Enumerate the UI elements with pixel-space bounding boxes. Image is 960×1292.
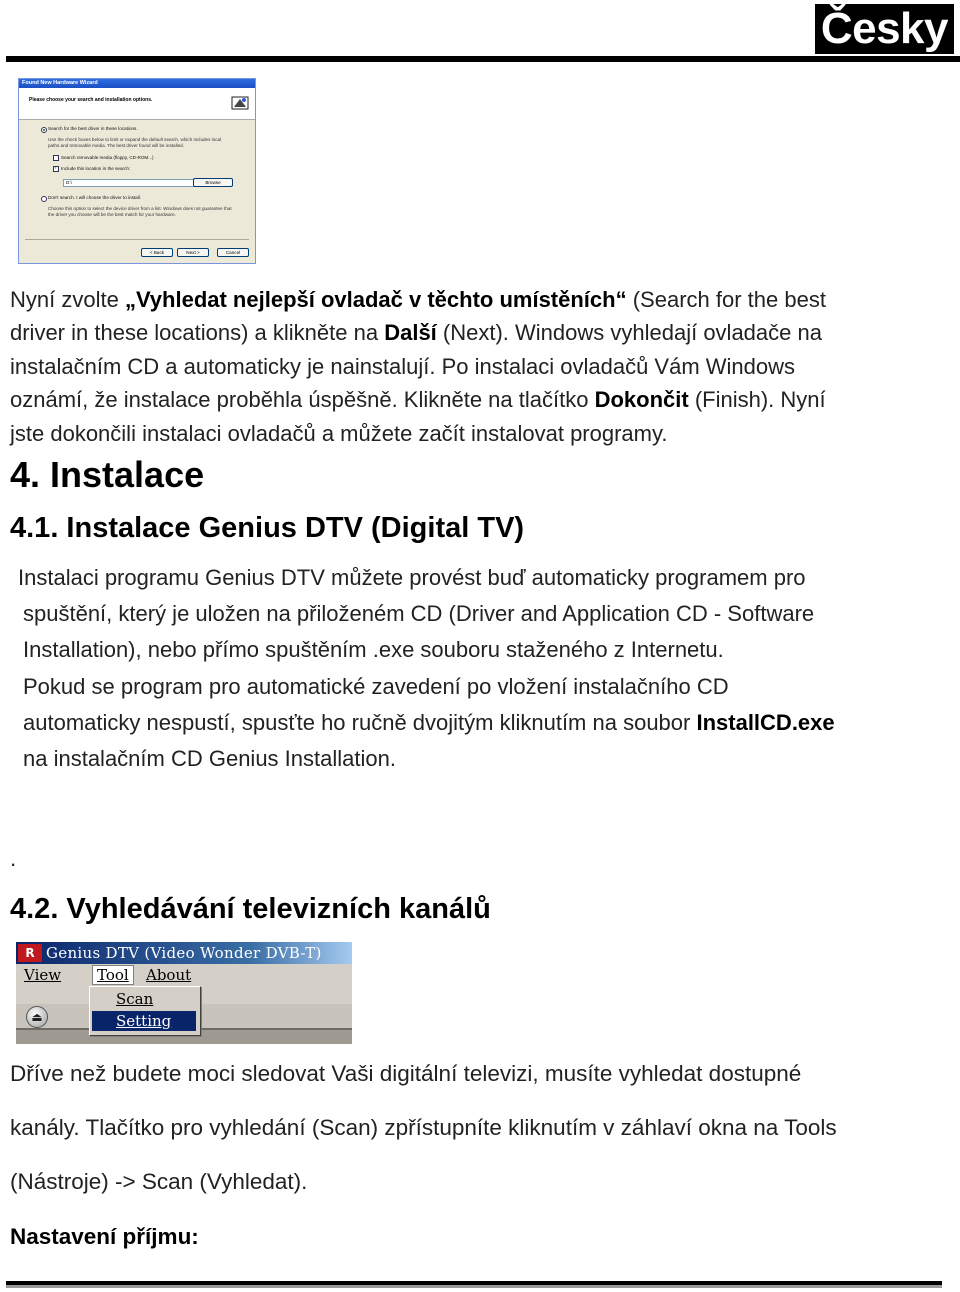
browse-button[interactable]: Browse [193,178,233,187]
dtv-title-bar: Genius DTV (Video Wonder DVB-T) [16,942,352,964]
dont-search-desc-2: the driver you choose will be the best match for your hardware. [48,212,176,217]
para2-line6: na instalačním CD Genius Installation. [23,746,396,771]
wizard-header [19,88,255,120]
include-location-checkbox[interactable] [53,166,59,172]
tool-dropdown-menu [89,986,201,1036]
para2-line3: Installation), nebo přímo spuštěním .exe souboru staženého z Internetu. [23,637,724,662]
para2-line4: Pokud se program pro automatické zavedení po vložení instalačního CD [23,674,729,699]
location-input[interactable] [63,179,209,187]
include-location-label: Include this location in the search: [61,166,131,171]
para1-line4: oznámí, že instalace proběhla úspěšně. Klikněte na tlačítko Dokončit (Finish). Nyní [10,387,826,412]
subheading-reception: Nastavení příjmu: [10,1224,199,1249]
menu-item-scan[interactable]: Scan [116,990,154,1008]
para2-line5: automaticky nespustí, spusťte ho ručně dvojitým kliknutím na soubor InstallCD.exe [23,710,835,735]
para1-line1: Nyní zvolte „Vyhledat nejlepší ovladač v těchto umístěních“ (Search for the best [10,287,826,312]
heading-4: 4. Instalace [10,454,205,495]
heading-4-1: 4.1. Instalace Genius DTV (Digital TV) [10,512,525,544]
wizard-screenshot [18,78,256,264]
hardware-wizard-icon [231,94,249,112]
dtv-menubar [16,964,352,986]
menu-item-setting[interactable]: Setting [92,1011,196,1031]
heading-4-2: 4.2. Vyhledávání televizních kanálů [10,893,491,925]
para3-line3: (Nástroje) -> Scan (Vyhledat). [10,1169,308,1194]
menu-view[interactable]: View [24,966,62,984]
location-value: D:\ [66,180,72,185]
dont-search-label: Don't search. I will choose the driver to install. [48,195,142,200]
search-best-radio[interactable] [41,127,47,133]
wizard-separator [25,239,249,240]
eject-icon[interactable]: ⏏ [26,1006,48,1028]
bottom-rule [6,1281,942,1285]
dont-search-radio[interactable] [41,196,47,202]
para2-line1: Instalaci programu Genius DTV můžete provést buď automaticky programem pro [18,565,806,590]
search-best-label: Search for the best driver in these locations. [48,126,138,131]
search-desc-2: paths and removable media. The best driver found will be installed. [48,143,185,148]
para1-line3: instalačním CD a automaticky je nainstalují. Po instalaci ovladačů Vám Windows [10,354,796,379]
dtv-logo-icon: R [18,944,42,962]
search-desc-1: Use the check boxes below to limit or expand the default search, which includes local [48,137,222,142]
dont-search-desc-1: Choose this option to select the device driver from a list. Windows does not guarantee that [48,206,232,211]
wizard-heading: Please choose your search and installation options. [29,97,153,103]
para3-line1: Dříve než budete moci sledovat Vaši digitální televizi, musíte vyhledat dostupné [10,1061,802,1086]
menu-tool[interactable]: Tool [92,965,134,985]
dtv-screenshot [16,942,352,1044]
para1-line5: jste dokončili instalaci ovladačů a můžete začít instalovat programy. [10,421,668,446]
stray-dot: . [10,846,17,871]
para1-line2: driver in these locations) a klikněte na Další (Next). Windows vyhledají ovladače na [10,320,822,345]
next-button[interactable]: Next > [177,248,209,257]
top-rule [6,56,960,62]
para3-line2: kanály. Tlačítko pro vyhledání (Scan) zpřístupníte kliknutím v záhlaví okna na Tools [10,1115,837,1140]
cancel-button[interactable]: Cancel [217,248,249,257]
language-label: Česky [815,4,954,54]
removable-media-label: Search removable media (floppy, CD-ROM...) [61,155,154,160]
para2-line2: spuštění, který je uložen na přiloženém CD (Driver and Application CD - Software [23,601,815,626]
removable-media-checkbox[interactable] [53,155,59,161]
menu-about[interactable]: About [146,966,192,984]
wizard-title-bar: Found New Hardware Wizard [19,79,255,88]
back-button[interactable]: < Back [141,248,173,257]
